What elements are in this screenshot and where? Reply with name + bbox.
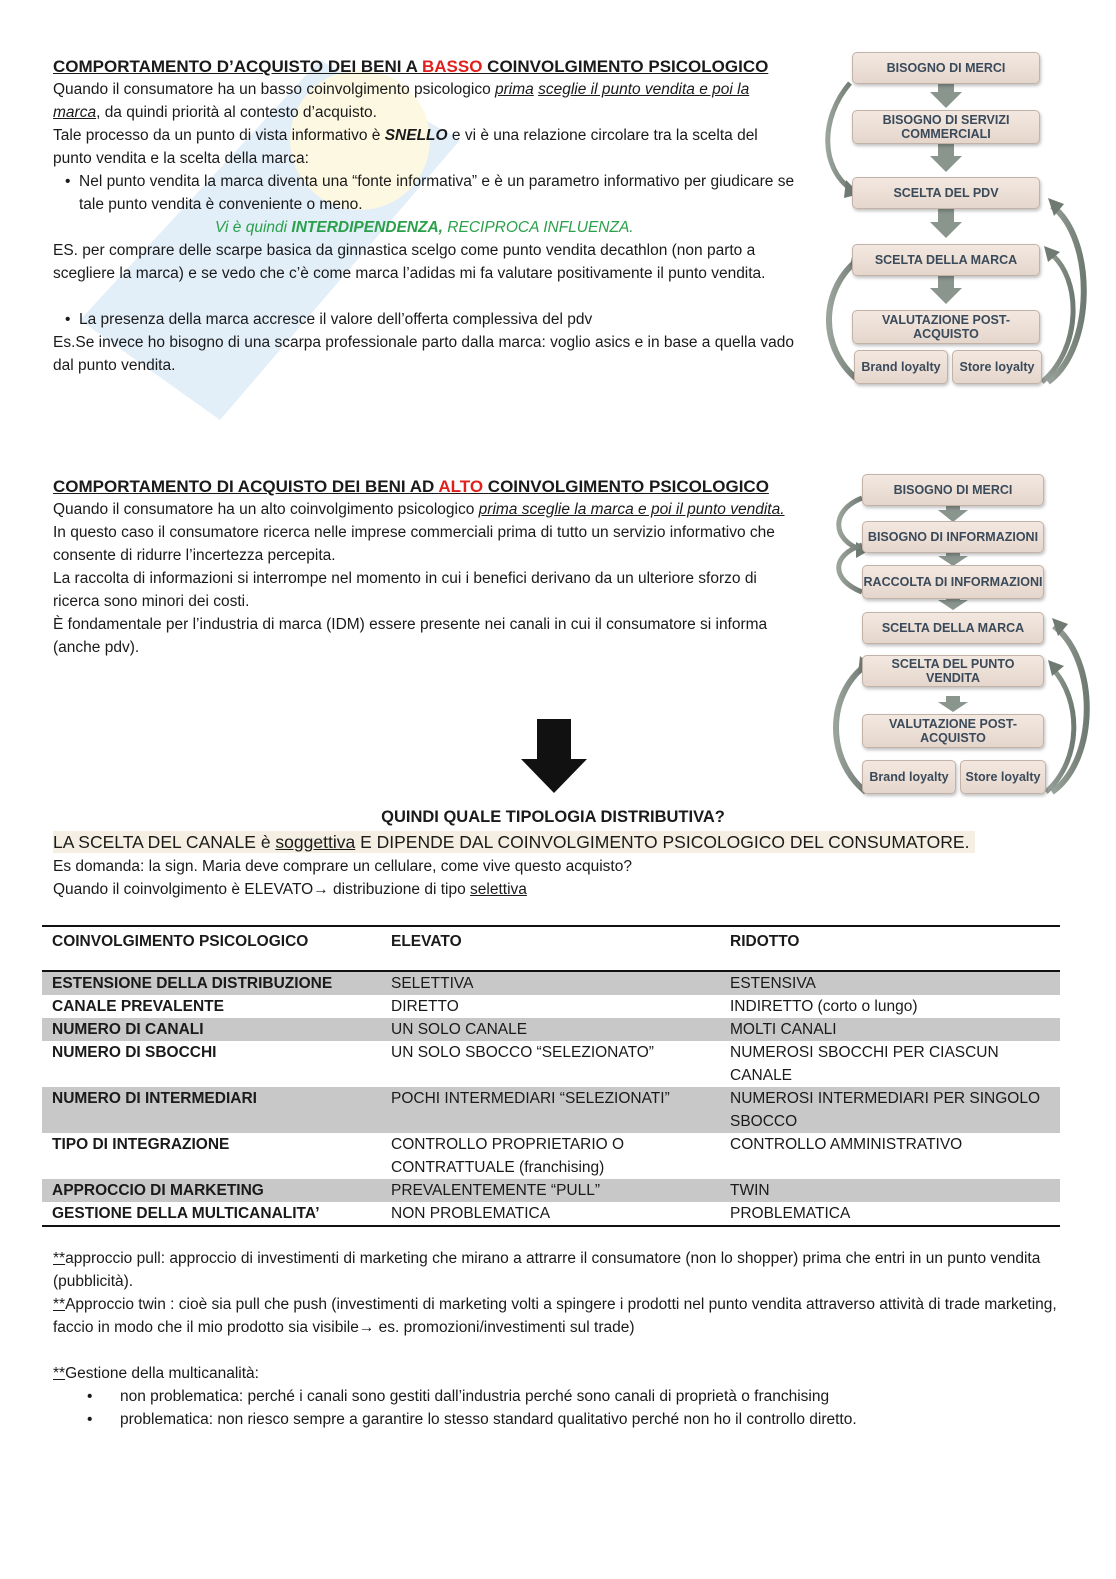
section-distribution-question xyxy=(53,806,1063,901)
table-cell: NUMEROSI INTERMEDIARI PER SINGOLO SBOCCO xyxy=(720,1087,1060,1133)
note-pull: **approccio pull: approccio di investimenti di marketing che mirano a attrarre il consumatore (non lo shopper) prima che entri in un punto vendita (pubblicità). xyxy=(53,1250,1041,1290)
note-multichannel: **Gestione della multicanalità: xyxy=(53,1365,259,1382)
section1-example2: Es.Se invece ho bisogno di una scarpa professionale parto dalla marca: voglio asics e in base a quella vado dal punto vendita. xyxy=(53,334,795,374)
table-cell: ESTENSIVA xyxy=(720,971,1060,995)
section1-p2: Tale processo da un punto di vista informativo è SNELLO e vi è una relazione circolare tra la scelta del punto vendita e la scelta della marca: xyxy=(53,127,758,167)
table-cell: APPROCCIO DI MARKETING xyxy=(42,1179,381,1202)
table-cell: POCHI INTERMEDIARI “SELEZIONATI” xyxy=(381,1087,720,1133)
table-row xyxy=(42,1202,1060,1226)
section1-green-note: Vi è quindi INTERDIPENDENZA, RECIPROCA INFLUENZA. xyxy=(215,219,634,236)
table-cell: NUMERO DI SBOCCHI xyxy=(52,1044,217,1061)
diagram1-box-1: BISOGNO DI MERCI xyxy=(852,52,1040,84)
section1-example1: ES. per comprare delle scarpe basica da ginnastica scelgo come punto vendita decathlon (non parto a scegliere la marca) e se vedo che c’è come marca l’adidas mi fa valutare positivamente il punto vendita. xyxy=(53,242,766,282)
table-cell: NUMERO DI INTERMEDIARI xyxy=(42,1087,381,1133)
section1-bullet1: • Nel punto vendita la marca diventa una “fonte informativa” e è un parametro informativo per giudicare se tale punto vendita è conveniente o meno. xyxy=(53,170,798,216)
section1-bullet2: • La presenza della marca accresce il valore dell’offerta complessiva del pdv xyxy=(53,308,798,331)
section2-p1: Quando il consumatore ha un alto coinvolgimento psicologico prima sceglie la marca e poi il punto vendita. xyxy=(53,501,785,518)
diagram2-box-1: BISOGNO DI MERCI xyxy=(862,474,1044,506)
section-low-involvement xyxy=(53,55,798,377)
table-cell: CONTROLLO PROPRIETARIO O CONTRATTUALE (franchising) xyxy=(391,1136,625,1176)
section3-highlight: LA SCELTA DEL CANALE è soggettiva E DIPENDE DAL COINVOLGIMENTO PSICOLOGICO DEL CONSUMATORE. xyxy=(53,831,975,853)
table-cell: SELETTIVA xyxy=(381,971,720,995)
table-cell: DIRETTO xyxy=(391,998,459,1015)
table-header-row xyxy=(42,926,1060,971)
diagram1-brand-loyalty: Brand loyalty xyxy=(854,350,948,384)
table-cell: NUMERO DI CANALI xyxy=(42,1018,381,1041)
table-header-cell: ELEVATO xyxy=(391,933,462,950)
table-cell: GESTIONE DELLA MULTICANALITA’ xyxy=(52,1205,320,1222)
table-row xyxy=(42,971,1060,995)
diagram1-store-loyalty: Store loyalty xyxy=(952,350,1042,384)
diagram2-brand-loyalty: Brand loyalty xyxy=(862,760,956,794)
notes-section xyxy=(53,1247,1065,1431)
section1-p1: Quando il consumatore ha un basso coinvolgimento psicologico prima sceglie il punto vendita e poi la marca, da quindi priorità al contesto d’acquisto. xyxy=(53,81,750,121)
table-cell: MOLTI CANALI xyxy=(720,1018,1060,1041)
table-cell: NUMEROSI SBOCCHI PER CIASCUN CANALE xyxy=(730,1044,999,1084)
flow-diagram-low xyxy=(820,48,1092,388)
section3-title: QUINDI QUALE TIPOLOGIA DISTRIBUTIVA? xyxy=(381,808,725,826)
diagram1-box-4: SCELTA DELLA MARCA xyxy=(852,244,1040,276)
diagram1-box-5: VALUTAZIONE POST-ACQUISTO xyxy=(852,310,1040,344)
table-cell: CANALE PREVALENTE xyxy=(52,998,224,1015)
table-cell: PREVALENTEMENTE “PULL” xyxy=(381,1179,720,1202)
table-cell: TIPO DI INTEGRAZIONE xyxy=(52,1136,230,1153)
diagram2-box-5: SCELTA DEL PUNTO VENDITA xyxy=(862,655,1044,687)
table-row xyxy=(42,1179,1060,1202)
note-twin: **Approccio twin : cioè sia pull che push (investimenti di marketing volti a spingere i prodotti nel punto vendita attraverso attività di trade marketing, faccio in modo che il mio prodotto sia visibile→ es. promozioni/investimenti sul trade) xyxy=(53,1296,1057,1336)
table-cell: UN SOLO SBOCCO “SELEZIONATO” xyxy=(391,1044,654,1061)
note-bullet-2: • problematica: non riesco sempre a garantire lo stesso standard qualitativo perché non ho il controllo diretto. xyxy=(87,1411,857,1428)
section3-line1: Es domanda: la sign. Maria deve comprare un cellulare, come vive questo acquisto? xyxy=(53,858,632,875)
section2-title: COMPORTAMENTO DI ACQUISTO DEI BENI AD ALTO COINVOLGIMENTO PSICOLOGICO xyxy=(53,477,769,496)
table-row xyxy=(42,1087,1060,1133)
table-row xyxy=(42,1018,1060,1041)
table-row xyxy=(42,1133,1060,1179)
section2-p2: In questo caso il consumatore ricerca nelle imprese commerciali prima di tutto un servizio informativo che consente di ridurre l’incertezza percepita. xyxy=(53,524,775,564)
right-arrow-icon: → xyxy=(313,881,329,898)
table-cell: INDIRETTO (corto o lungo) xyxy=(730,998,918,1015)
table-cell: UN SOLO CANALE xyxy=(381,1018,720,1041)
diagram2-box-3: RACCOLTA DI INFORMAZIONI xyxy=(862,565,1044,599)
diagram1-box-3: SCELTA DEL PDV xyxy=(852,177,1040,209)
big-down-arrow-icon xyxy=(519,719,589,795)
distribution-table-wrap xyxy=(42,925,1060,1227)
section-high-involvement xyxy=(53,475,803,659)
table-header-cell: COINVOLGIMENTO PSICOLOGICO xyxy=(52,933,309,950)
table-cell: TWIN xyxy=(720,1179,1060,1202)
diagram2-box-4: SCELTA DELLA MARCA xyxy=(862,612,1044,644)
note-bullet-1: • non problematica: perché i canali sono gestiti dall’industria perché sono canali di proprietà o franchising xyxy=(87,1388,830,1405)
flow-diagram-high xyxy=(826,470,1094,800)
table-cell: ESTENSIONE DELLA DISTRIBUZIONE xyxy=(42,971,381,995)
section1-title: COMPORTAMENTO D’ACQUISTO DEI BENI A BASSO COINVOLGIMENTO PSICOLOGICO xyxy=(53,57,769,76)
table-cell: CONTROLLO AMMINISTRATIVO xyxy=(730,1136,963,1153)
section2-p3: La raccolta di informazioni si interrompe nel momento in cui i benefici derivano da un ulteriore sforzo di ricerca sono minori dei costi. xyxy=(53,570,757,610)
section2-p4: È fondamentale per l’industria di marca (IDM) essere presente nei canali in cui il consumatore si informa (anche pdv). xyxy=(53,616,768,656)
table-header-cell: RIDOTTO xyxy=(730,933,800,950)
diagram1-box-2: BISOGNO DI SERVIZI COMMERCIALI xyxy=(852,110,1040,144)
table-cell: NON PROBLEMATICA xyxy=(391,1205,551,1222)
section3-line2: Quando il coinvolgimento è ELEVATO→ distribuzione di tipo selettiva xyxy=(53,881,527,898)
table-cell: PROBLEMATICA xyxy=(730,1205,851,1222)
table-row xyxy=(42,1041,1060,1087)
diagram2-box-6: VALUTAZIONE POST-ACQUISTO xyxy=(862,714,1044,748)
diagram2-store-loyalty: Store loyalty xyxy=(960,760,1046,794)
table-row xyxy=(42,995,1060,1018)
distribution-table xyxy=(42,925,1060,1227)
diagram2-box-2: BISOGNO DI INFORMAZIONI xyxy=(862,521,1044,553)
